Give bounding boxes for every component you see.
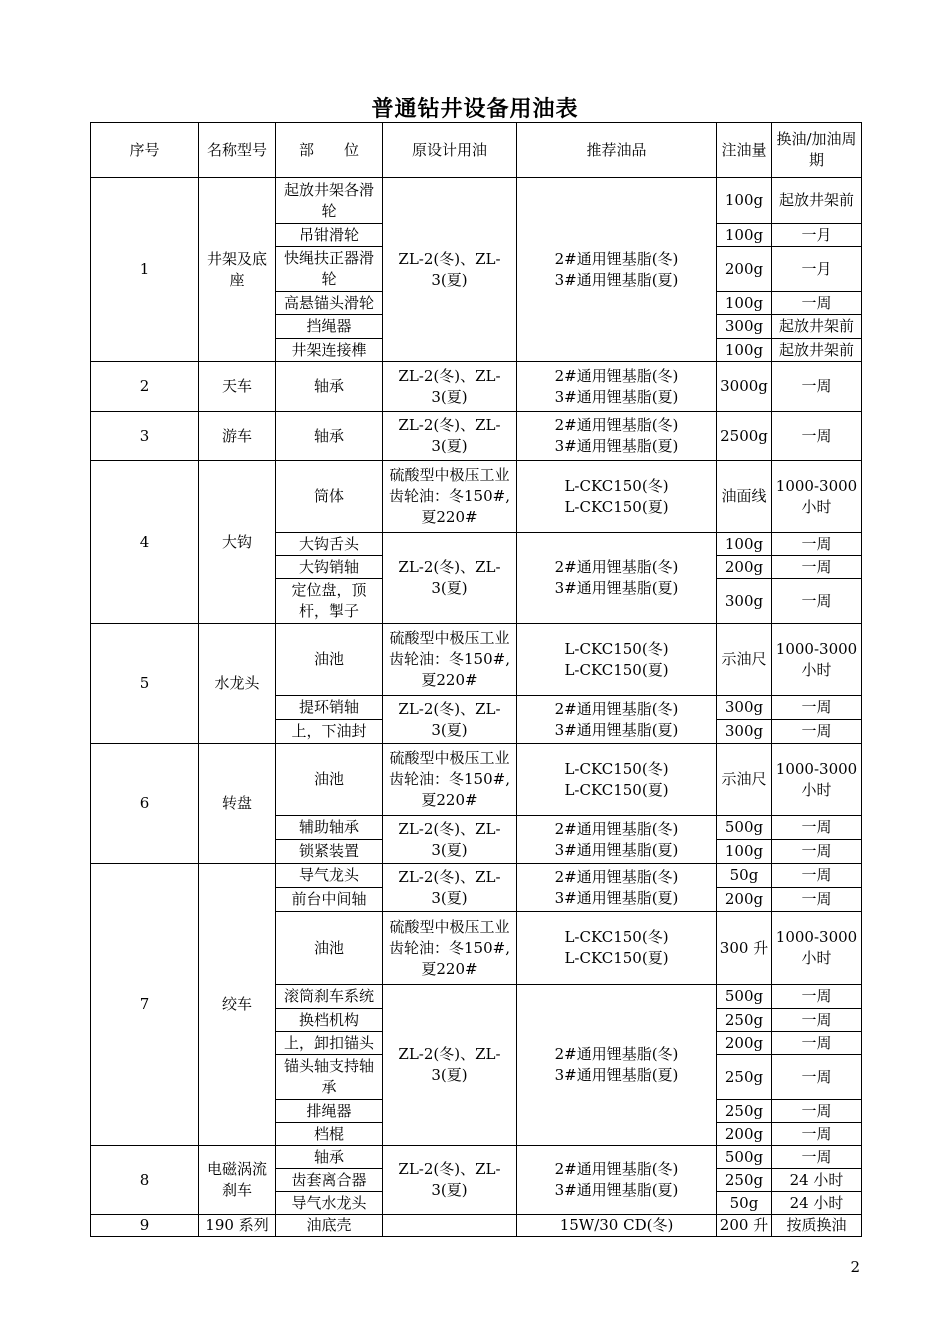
table-row xyxy=(91,1215,862,1237)
seq-cell: 5 xyxy=(91,624,199,744)
period-cell: 一周 xyxy=(772,412,862,461)
original-oil-cell: 硫酸型中极压工业齿轮油：冬150#,夏220# xyxy=(383,461,517,533)
period-cell: 24 小时 xyxy=(772,1192,862,1215)
amount-cell: 500g xyxy=(717,985,772,1009)
part-cell: 轴承 xyxy=(276,412,383,461)
amount-cell: 200g xyxy=(717,888,772,912)
header-recommended-oil: 推荐油品 xyxy=(517,123,717,178)
amount-cell: 示油尺 xyxy=(717,624,772,696)
period-cell: 一周 xyxy=(772,1055,862,1100)
amount-cell: 250g xyxy=(717,1009,772,1032)
part-cell: 辅助轴承 xyxy=(276,816,383,840)
recommended-oil-cell: 2#通用锂基脂(冬) 3#通用锂基脂(夏) xyxy=(517,816,717,864)
table-row xyxy=(91,178,862,224)
part-cell: 前台中间轴 xyxy=(276,888,383,912)
period-cell: 一周 xyxy=(772,1100,862,1123)
table-header-row xyxy=(91,123,862,178)
period-cell: 1000-3000小时 xyxy=(772,461,862,533)
amount-cell: 200g xyxy=(717,1123,772,1146)
table-row xyxy=(91,744,862,816)
amount-cell: 示油尺 xyxy=(717,744,772,816)
part-cell: 高悬锚头滑轮 xyxy=(276,292,383,315)
amount-cell: 100g xyxy=(717,178,772,224)
original-oil-cell: ZL-2(冬)、ZL-3(夏) xyxy=(383,362,517,412)
part-cell: 轴承 xyxy=(276,1146,383,1169)
oil-table xyxy=(90,122,862,1237)
period-cell: 起放井架前 xyxy=(772,339,862,362)
period-cell: 按质换油 xyxy=(772,1215,862,1237)
amount-cell: 250g xyxy=(717,1169,772,1192)
amount-cell: 50g xyxy=(717,864,772,888)
part-cell: 大钩舌头 xyxy=(276,533,383,556)
period-cell: 一周 xyxy=(772,1032,862,1055)
document-title: 普通钻井设备用油表 xyxy=(371,96,579,122)
amount-cell: 200g xyxy=(717,556,772,579)
original-oil-cell: ZL-2(冬)、ZL-3(夏) xyxy=(383,533,517,624)
recommended-oil-cell: 2#通用锂基脂(冬) 3#通用锂基脂(夏) xyxy=(517,696,717,744)
header-period: 换油/加油周期 xyxy=(772,123,862,178)
part-cell: 导气龙头 xyxy=(276,864,383,888)
seq-cell: 2 xyxy=(91,362,199,412)
part-cell: 油池 xyxy=(276,744,383,816)
part-cell: 挡绳器 xyxy=(276,315,383,339)
amount-cell: 200g xyxy=(717,1032,772,1055)
name-cell: 转盘 xyxy=(199,744,276,864)
period-cell: 一周 xyxy=(772,840,862,864)
name-cell: 大钩 xyxy=(199,461,276,624)
amount-cell: 3000g xyxy=(717,362,772,412)
part-cell: 井架连接榫 xyxy=(276,339,383,362)
part-cell: 滚筒刹车系统 xyxy=(276,985,383,1009)
period-cell: 24 小时 xyxy=(772,1169,862,1192)
original-oil-cell xyxy=(383,1215,517,1237)
amount-cell: 300 升 xyxy=(717,912,772,985)
period-cell: 一周 xyxy=(772,1123,862,1146)
table-row xyxy=(91,864,862,888)
recommended-oil-cell: 2#通用锂基脂(冬) 3#通用锂基脂(夏) xyxy=(517,362,717,412)
original-oil-cell: ZL-2(冬)、ZL-3(夏) xyxy=(383,696,517,744)
recommended-oil-cell: 2#通用锂基脂(冬) 3#通用锂基脂(夏) xyxy=(517,985,717,1146)
seq-cell: 3 xyxy=(91,412,199,461)
original-oil-cell: 硫酸型中极压工业齿轮油：冬150#,夏220# xyxy=(383,912,517,985)
period-cell: 起放井架前 xyxy=(772,178,862,224)
period-cell: 一周 xyxy=(772,579,862,624)
period-cell: 一周 xyxy=(772,985,862,1009)
table-row xyxy=(91,1146,862,1169)
recommended-oil-cell: 2#通用锂基脂(冬) 3#通用锂基脂(夏) xyxy=(517,533,717,624)
name-cell: 游车 xyxy=(199,412,276,461)
original-oil-cell: ZL-2(冬)、ZL-3(夏) xyxy=(383,985,517,1146)
recommended-oil-cell: L-CKC150(冬) L-CKC150(夏) xyxy=(517,744,717,816)
part-cell: 油池 xyxy=(276,624,383,696)
amount-cell: 100g xyxy=(717,292,772,315)
name-cell: 天车 xyxy=(199,362,276,412)
amount-cell: 300g xyxy=(717,315,772,339)
period-cell: 1000-3000小时 xyxy=(772,912,862,985)
period-cell: 一周 xyxy=(772,556,862,579)
amount-cell: 100g xyxy=(717,224,772,247)
header-part: 部 位 xyxy=(276,123,383,178)
period-cell: 一周 xyxy=(772,292,862,315)
recommended-oil-cell: 15W/30 CD(冬) xyxy=(517,1215,717,1237)
period-cell: 一周 xyxy=(772,696,862,720)
period-cell: 一周 xyxy=(772,864,862,888)
part-cell: 锚头轴支持轴承 xyxy=(276,1055,383,1100)
name-cell: 水龙头 xyxy=(199,624,276,744)
period-cell: 1000-3000小时 xyxy=(772,744,862,816)
recommended-oil-cell: L-CKC150(冬) L-CKC150(夏) xyxy=(517,461,717,533)
amount-cell: 300g xyxy=(717,696,772,720)
header-seq: 序号 xyxy=(91,123,199,178)
part-cell: 轴承 xyxy=(276,362,383,412)
recommended-oil-cell: L-CKC150(冬) L-CKC150(夏) xyxy=(517,624,717,696)
amount-cell: 100g xyxy=(717,339,772,362)
part-cell: 起放井架各滑轮 xyxy=(276,178,383,224)
amount-cell: 200 升 xyxy=(717,1215,772,1237)
amount-cell: 500g xyxy=(717,816,772,840)
table-row xyxy=(91,362,862,412)
period-cell: 一月 xyxy=(772,247,862,292)
amount-cell: 200g xyxy=(717,247,772,292)
seq-cell: 7 xyxy=(91,864,199,1146)
period-cell: 一周 xyxy=(772,1009,862,1032)
table-row xyxy=(91,412,862,461)
recommended-oil-cell: 2#通用锂基脂(冬) 3#通用锂基脂(夏) xyxy=(517,864,717,912)
period-cell: 1000-3000小时 xyxy=(772,624,862,696)
amount-cell: 100g xyxy=(717,840,772,864)
part-cell: 换档机构 xyxy=(276,1009,383,1032)
seq-cell: 4 xyxy=(91,461,199,624)
header-name: 名称型号 xyxy=(199,123,276,178)
period-cell: 一周 xyxy=(772,362,862,412)
seq-cell: 1 xyxy=(91,178,199,362)
period-cell: 起放井架前 xyxy=(772,315,862,339)
period-cell: 一周 xyxy=(772,816,862,840)
part-cell: 提环销轴 xyxy=(276,696,383,720)
seq-cell: 6 xyxy=(91,744,199,864)
period-cell: 一周 xyxy=(772,1146,862,1169)
header-amount: 注油量 xyxy=(717,123,772,178)
original-oil-cell: ZL-2(冬)、ZL-3(夏) xyxy=(383,1146,517,1215)
part-cell: 上，下油封 xyxy=(276,720,383,744)
header-original-oil: 原设计用油 xyxy=(383,123,517,178)
part-cell: 大钩销轴 xyxy=(276,556,383,579)
part-cell: 档棍 xyxy=(276,1123,383,1146)
amount-cell: 2500g xyxy=(717,412,772,461)
page-number: 2 xyxy=(850,1258,860,1276)
amount-cell: 油面线 xyxy=(717,461,772,533)
amount-cell: 50g xyxy=(717,1192,772,1215)
part-cell: 定位盘，顶杆，掣子 xyxy=(276,579,383,624)
part-cell: 筒体 xyxy=(276,461,383,533)
period-cell: 一周 xyxy=(772,888,862,912)
name-cell: 井架及底座 xyxy=(199,178,276,362)
table-row xyxy=(91,624,862,696)
original-oil-cell: 硫酸型中极压工业齿轮油：冬150#,夏220# xyxy=(383,624,517,696)
recommended-oil-cell: L-CKC150(冬) L-CKC150(夏) xyxy=(517,912,717,985)
amount-cell: 300g xyxy=(717,720,772,744)
table-row xyxy=(91,461,862,533)
amount-cell: 100g xyxy=(717,533,772,556)
seq-cell: 8 xyxy=(91,1146,199,1215)
part-cell: 齿套离合器 xyxy=(276,1169,383,1192)
period-cell: 一周 xyxy=(772,720,862,744)
part-cell: 快绳扶正器滑轮 xyxy=(276,247,383,292)
part-cell: 上，卸扣锚头 xyxy=(276,1032,383,1055)
part-cell: 锁紧装置 xyxy=(276,840,383,864)
amount-cell: 500g xyxy=(717,1146,772,1169)
amount-cell: 250g xyxy=(717,1100,772,1123)
name-cell: 绞车 xyxy=(199,864,276,1146)
part-cell: 排绳器 xyxy=(276,1100,383,1123)
part-cell: 油池 xyxy=(276,912,383,985)
recommended-oil-cell: 2#通用锂基脂(冬) 3#通用锂基脂(夏) xyxy=(517,178,717,362)
name-cell: 电磁涡流刹车 xyxy=(199,1146,276,1215)
original-oil-cell: ZL-2(冬)、ZL-3(夏) xyxy=(383,864,517,912)
amount-cell: 300g xyxy=(717,579,772,624)
original-oil-cell: 硫酸型中极压工业齿轮油：冬150#,夏220# xyxy=(383,744,517,816)
period-cell: 一周 xyxy=(772,533,862,556)
name-cell: 190 系列 xyxy=(199,1215,276,1237)
period-cell: 一月 xyxy=(772,224,862,247)
recommended-oil-cell: 2#通用锂基脂(冬) 3#通用锂基脂(夏) xyxy=(517,1146,717,1215)
seq-cell: 9 xyxy=(91,1215,199,1237)
original-oil-cell: ZL-2(冬)、ZL-3(夏) xyxy=(383,816,517,864)
part-cell: 油底壳 xyxy=(276,1215,383,1237)
part-cell: 吊钳滑轮 xyxy=(276,224,383,247)
original-oil-cell: ZL-2(冬)、ZL-3(夏) xyxy=(383,412,517,461)
original-oil-cell: ZL-2(冬)、ZL-3(夏) xyxy=(383,178,517,362)
part-cell: 导气水龙头 xyxy=(276,1192,383,1215)
amount-cell: 250g xyxy=(717,1055,772,1100)
recommended-oil-cell: 2#通用锂基脂(冬) 3#通用锂基脂(夏) xyxy=(517,412,717,461)
